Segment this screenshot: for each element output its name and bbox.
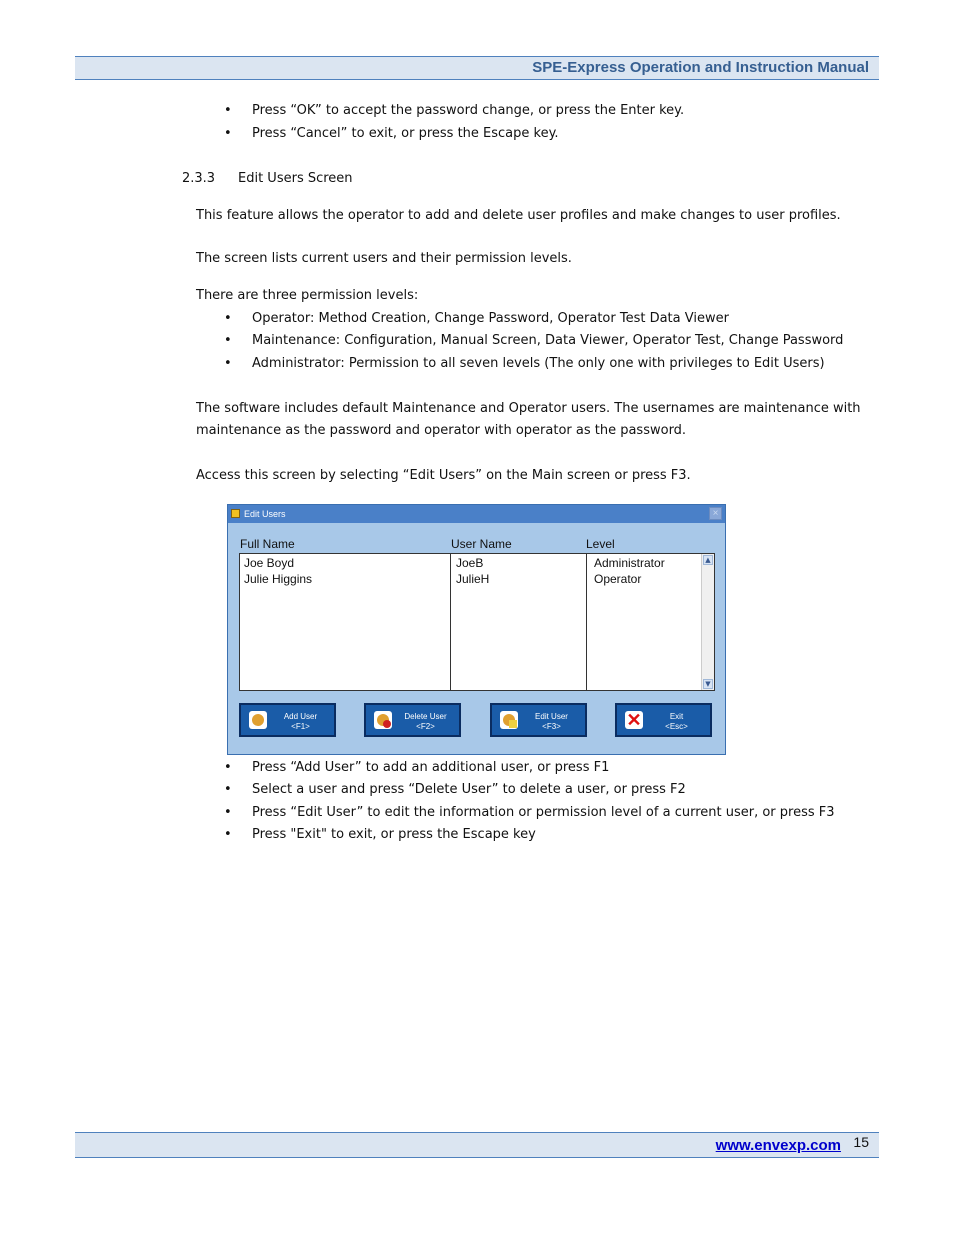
paragraph: The software includes default Maintenance and Operator users. The usernames are maintenance with — [196, 401, 861, 416]
column-header-full-name[interactable]: Full Name — [240, 537, 295, 551]
scroll-up-icon[interactable]: ▲ — [703, 555, 713, 565]
users-list[interactable] — [239, 553, 715, 691]
paragraph: The screen lists current users and their permission levels. — [196, 251, 572, 266]
exit-button[interactable]: ✕ Exit <Esc> — [615, 703, 712, 737]
close-button[interactable]: × — [709, 507, 722, 520]
page-footer — [75, 1132, 879, 1158]
cell-level[interactable]: Operator — [594, 572, 642, 586]
edit-user-icon — [500, 711, 518, 729]
cell-full-name[interactable]: Julie Higgins — [244, 572, 313, 586]
add-user-button[interactable]: Add User <F1> — [239, 703, 336, 737]
scrollbar[interactable] — [701, 554, 714, 690]
column-header-user-name[interactable]: User Name — [451, 537, 512, 551]
cell-full-name[interactable]: Joe Boyd — [244, 556, 295, 570]
section-number: 2.3.3 — [182, 171, 216, 186]
paragraph: There are three permission levels: — [196, 288, 419, 303]
delete-user-button[interactable]: Delete User <F2> — [364, 703, 461, 737]
paragraph: Access this screen by selecting “Edit Users” on the Main screen or press F3. — [196, 468, 691, 483]
app-icon — [231, 509, 240, 518]
cell-user-name[interactable]: JulieH — [456, 572, 490, 586]
website-link[interactable]: www.envexp.com — [715, 1137, 841, 1154]
column-divider — [586, 554, 587, 690]
edit-user-button[interactable]: Edit User <F3> — [490, 703, 587, 737]
column-header-level[interactable]: Level — [586, 537, 615, 551]
delete-user-icon — [374, 711, 392, 729]
column-divider — [450, 554, 451, 690]
exit-x-icon: ✕ — [626, 710, 642, 730]
dialog-titlebar — [228, 505, 725, 523]
page-header — [75, 56, 879, 80]
paragraph: This feature allows the operator to add and delete user profiles and make changes to user profiles. — [196, 208, 841, 223]
page-number: 15 — [853, 1134, 869, 1150]
cell-level[interactable]: Administrator — [594, 556, 665, 570]
add-user-icon — [249, 711, 267, 729]
paragraph: maintenance as the password and operator with operator as the password. — [196, 423, 687, 438]
edit-users-dialog — [227, 504, 726, 755]
manual-title: SPE-Express Operation and Instruction Manual — [532, 59, 869, 76]
section-title: Edit Users Screen — [238, 171, 353, 186]
scroll-down-icon[interactable]: ▼ — [703, 679, 713, 689]
cell-user-name[interactable]: JoeB — [456, 556, 484, 570]
dialog-title: Edit Users — [244, 509, 286, 519]
